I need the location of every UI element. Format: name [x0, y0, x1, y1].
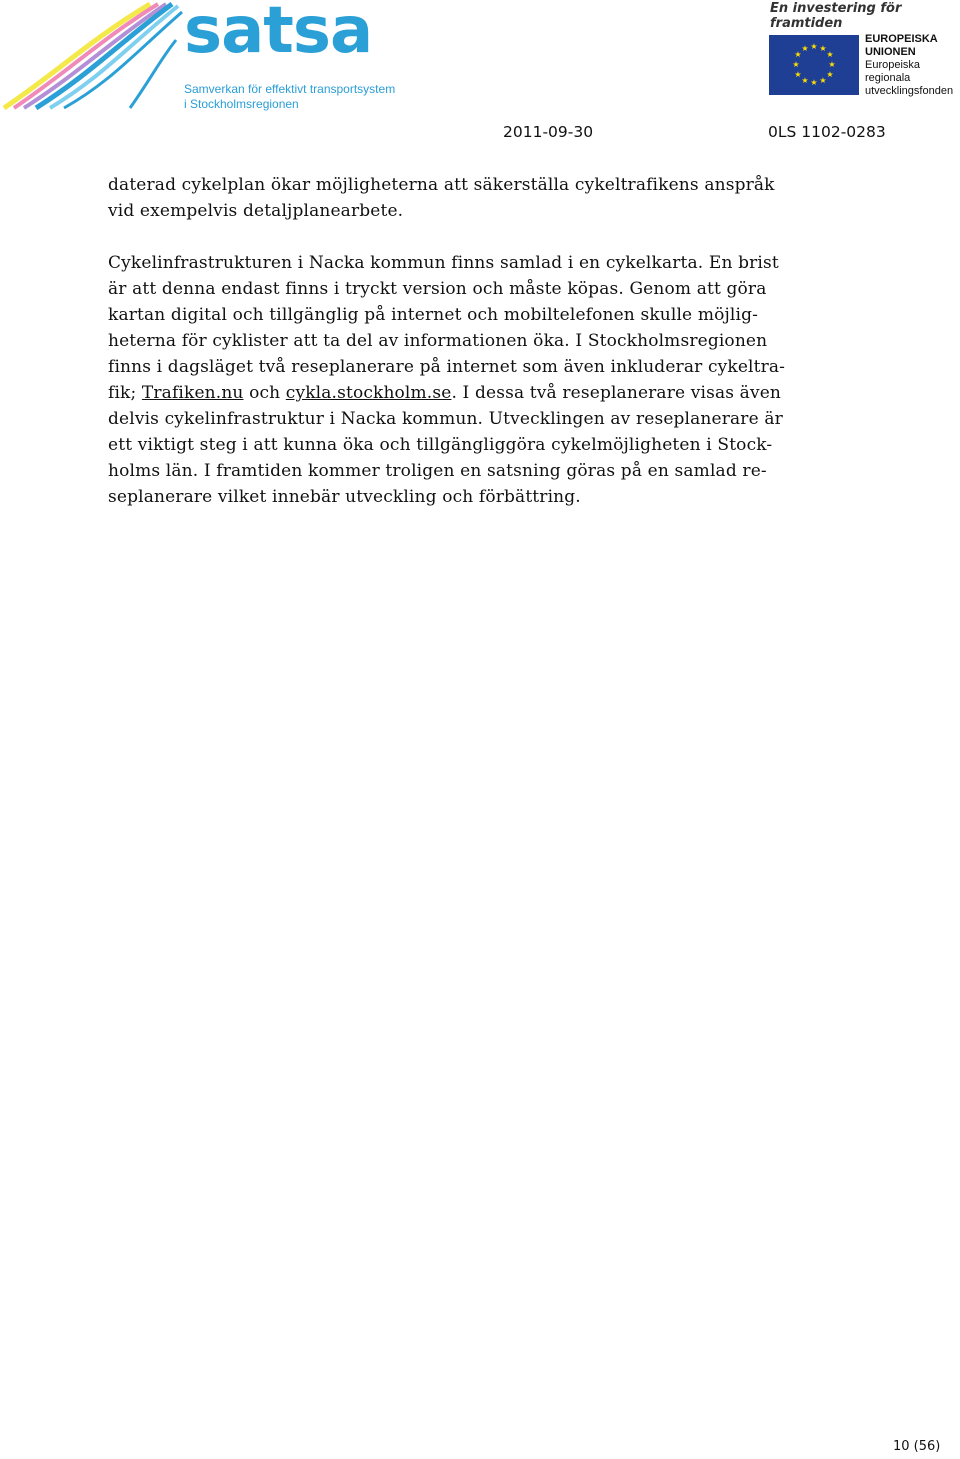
text-fragment: fik; — [108, 383, 142, 403]
svg-text:★: ★ — [810, 78, 818, 87]
text-line: holms län. I framtiden kommer troligen en satsning göras på en samlad re- — [108, 461, 767, 481]
eu-line-3: Europeiska — [865, 59, 921, 71]
satsa-tagline-2: i Stockholmsregionen — [184, 97, 299, 111]
text-line: finns i dagsläget två reseplanerare på internet som även inkluderar cykeltra- — [108, 357, 786, 377]
text-line: är att denna endast finns i tryckt version och måste köpas. Genom att göra — [108, 279, 767, 299]
svg-text:★: ★ — [801, 44, 809, 53]
svg-text:★: ★ — [819, 76, 827, 85]
eu-line-2: UNIONEN — [865, 46, 916, 58]
text-line: delvis cykelinfrastruktur i Nacka kommun. Utvecklingen av reseplanerare är — [108, 409, 783, 429]
trafiken-link[interactable]: Trafiken.nu — [141, 383, 244, 403]
text-fragment: och — [243, 383, 286, 403]
cykla-stockholm-link[interactable]: cykla.stockholm.se — [285, 383, 452, 403]
satsa-tagline-1: Samverkan för effektivt transportsystem — [184, 82, 396, 96]
page-number: 10 (56) — [893, 1439, 941, 1454]
text-line-with-links — [108, 380, 808, 406]
svg-text:★: ★ — [828, 60, 836, 69]
svg-text:★: ★ — [794, 50, 802, 59]
text-line: heterna för cyklister att ta del av informationen öka. I Stockholmsregionen — [108, 331, 768, 351]
text-line: daterad cykelplan ökar möjligheterna att säkerställa cykeltrafikens anspråk — [108, 175, 775, 195]
satsa-wordmark: satsa — [184, 0, 373, 68]
eu-slogan: En investering för framtiden — [770, 1, 902, 31]
satsa-swoosh-icon — [0, 0, 190, 112]
eu-line-1: EUROPEISKA — [865, 33, 938, 45]
text-fragment: . I dessa två reseplanerare visas även — [451, 383, 782, 403]
eu-flag-icon — [769, 35, 859, 95]
text-line: ett viktigt steg i att kunna öka och tillgängliggöra cykelmöjligheten i Stock- — [108, 435, 773, 455]
svg-text:★: ★ — [801, 76, 809, 85]
text-line: kartan digital och tillgänglig på internet och mobiltelefonen skulle möjlig- — [108, 305, 758, 325]
text-line: Cykelinfrastrukturen i Nacka kommun finns samlad i en cykelkarta. En brist — [108, 253, 779, 273]
eu-line-4: regionala — [865, 72, 911, 84]
satsa-logo — [0, 0, 400, 112]
paragraph-2 — [108, 250, 808, 510]
svg-text:★: ★ — [794, 70, 802, 79]
document-reference: 0LS 1102-0283 — [768, 123, 886, 141]
svg-text:★: ★ — [792, 60, 800, 69]
eu-line-5: utvecklingsfonden — [865, 85, 954, 97]
eu-text — [865, 33, 953, 98]
text-line: seplanerare vilket innebär utveckling och förbättring. — [108, 487, 581, 507]
svg-text:★: ★ — [826, 50, 834, 59]
svg-text:★: ★ — [819, 44, 827, 53]
document-body — [108, 172, 808, 536]
paragraph-1 — [108, 172, 808, 224]
svg-text:★: ★ — [810, 42, 818, 51]
svg-text:★: ★ — [826, 70, 834, 79]
document-date: 2011-09-30 — [503, 123, 594, 141]
text-line: vid exempelvis detaljplanearbete. — [108, 201, 404, 221]
